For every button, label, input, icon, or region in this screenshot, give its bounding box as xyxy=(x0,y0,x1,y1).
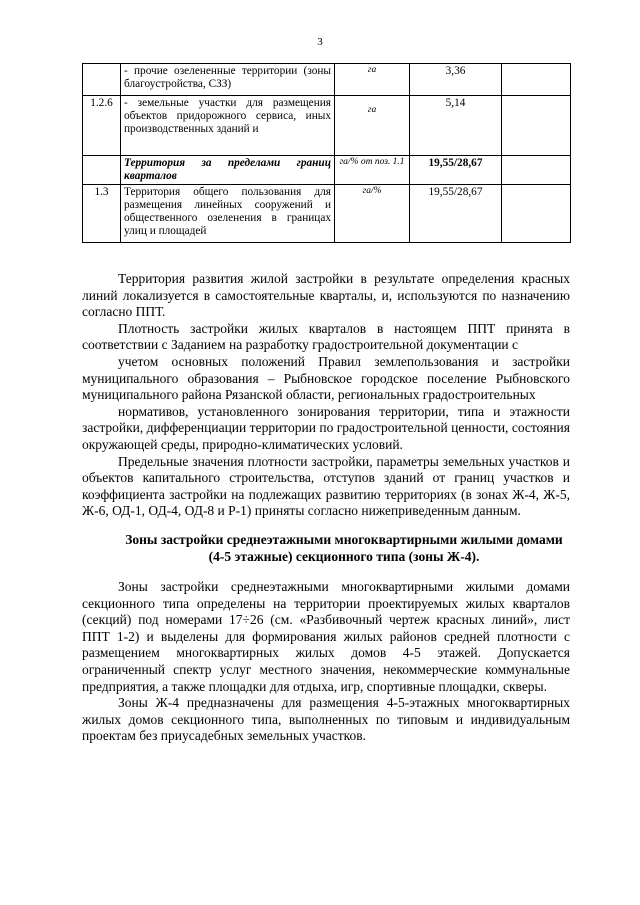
row-description: - прочие озелененные территории (зоны благоустройства, СЗЗ) xyxy=(121,64,335,96)
paragraph: Плотность застройки жилых кварталов в настоящем ППТ принята в соответствии с Заданием на разработку градостроительной документации с xyxy=(82,320,570,353)
row-unit: га xyxy=(335,96,410,156)
row-extra xyxy=(502,64,571,96)
row-extra xyxy=(502,156,571,185)
table-row xyxy=(83,156,571,185)
row-number: 1.3 xyxy=(83,185,121,243)
indicators-table xyxy=(82,63,571,243)
row-description: Территория общего пользования для размещения линейных сооружений и общественного озеленения в границах улиц и площадей xyxy=(121,185,335,243)
page-number: 3 xyxy=(317,36,323,48)
body-text xyxy=(82,271,570,745)
paragraph: Предельные значения плотности застройки, параметры земельных участков и объектов капитального строительства, отступов зданий от границ участков и коэффициента застройки на подлежащих развитию территориях (в зонах Ж-4, Ж-5, Ж-6, ОД-1, ОД-4, ОД-8 и Р-1) приняты согласно нижеприведенным данным. xyxy=(82,453,570,519)
row-value: 3,36 xyxy=(410,64,502,96)
row-number xyxy=(83,64,121,96)
row-extra xyxy=(502,185,571,243)
row-unit: га xyxy=(335,64,410,96)
row-description: Территория за пределами границ кварталов xyxy=(121,156,335,185)
table-row xyxy=(83,64,571,96)
row-value: 19,55/28,67 xyxy=(410,156,502,185)
row-unit: га/% xyxy=(335,185,410,243)
row-value: 19,55/28,67 xyxy=(410,185,502,243)
paragraph: нормативов, установленного зонирования территории, типа и этажности застройки, дифференциации территории по градостроительной ценности, состояния окружающей среды, природно-климатических условий. xyxy=(82,403,570,452)
row-unit: га/% от поз. 1.1 xyxy=(335,156,410,185)
row-extra xyxy=(502,96,571,156)
paragraph: Зоны застройки среднеэтажными многоквартирными жилыми домами секционного типа определены на территории проектируемых жилых кварталов (секций) под номерами 17÷26 (см. «Разбивочный чертеж красных линий», лист ППТ 1-2) и выделены для формирования жилых районов средней плотности с размещением многоквартирных жилых домов 4-5 этажей. Допускается ограниченный спектр услуг местного значения, некоммерческие коммунальные предприятия, а также площадки для отдыха, игр, спортивные площадки, скверы. xyxy=(82,579,570,694)
row-description: - земельные участки для размещения объектов придорожного сервиса, иных производственных зданий и xyxy=(121,96,335,156)
table-row xyxy=(83,185,571,243)
paragraph: Зоны Ж-4 предназначены для размещения 4-5-этажных многоквартирных жилых домов секционного типа, выполненных по типовым и индивидуальным проектам без приусадебных земельных участков. xyxy=(82,695,570,744)
paragraph: Территория развития жилой застройки в результате определения красных линий локализуется в самостоятельные кварталы, и, используются по назначению согласно ППТ. xyxy=(82,271,570,320)
row-number xyxy=(83,156,121,185)
table-row xyxy=(83,96,571,156)
paragraph: учетом основных положений Правил землепользования и застройки муниципального образования – Рыбновское городское поселение Рыбновского муниципального района Рязанской области, региональных градостроительных xyxy=(82,353,570,403)
section-heading: Зоны застройки среднеэтажными многоквартирными жилыми домами (4-5 этажные) секционного типа (зоны Ж-4). xyxy=(125,531,563,564)
row-number: 1.2.6 xyxy=(83,96,121,156)
row-value: 5,14 xyxy=(410,96,502,156)
